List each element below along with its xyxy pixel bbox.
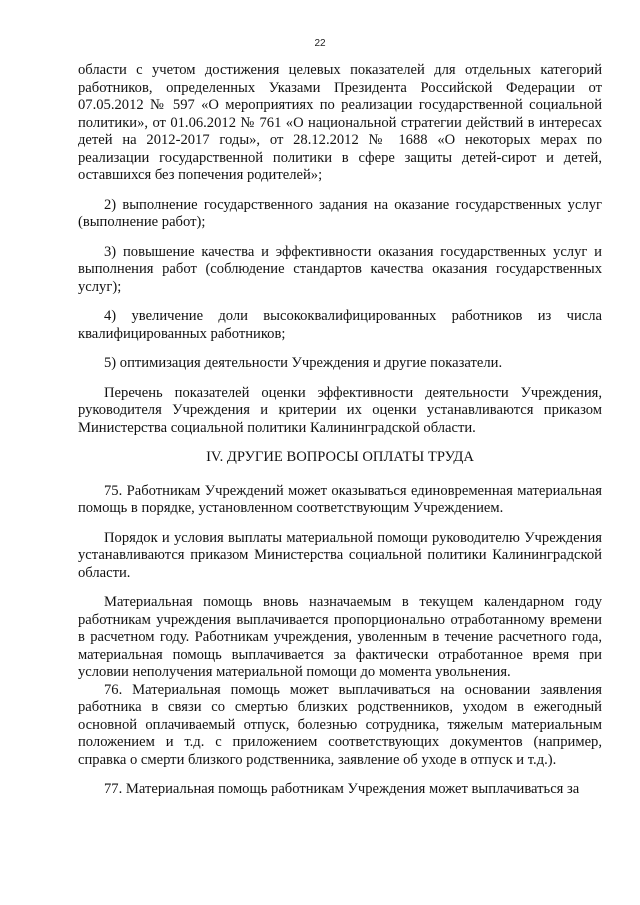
paragraph-item-4: 4) увеличение доли высококвалифицированных работников из числа квалифицированных работников; [78, 308, 602, 342]
document-body [78, 62, 602, 811]
paragraph-item-5: 5) оптимизация деятельности Учреждения и другие показатели. [104, 355, 503, 371]
paragraph-director-aid: Порядок и условия выплаты материальной помощи руководителю Учреждения устанавливаются приказом Министерства социальной политики Калининградской области. [78, 529, 602, 581]
page-number: 22 [314, 38, 326, 49]
section-heading: IV. ДРУГИЕ ВОПРОСЫ ОПЛАТЫ ТРУДА [206, 449, 474, 465]
paragraph-continuation: области с учетом достижения целевых показателей для отдельных категорий работников, определенных Указами Президента Российской Федерации от 07.05.2012 № 597 «О мероприятиях по реализации государственной социальной политики», от 01.06.2012 № 761 «О национальной стратегии действий в интересах детей на 2012-2017 годы», от 28.12.2012 № 1688 «О некоторых мерах по реализации государственной политики в сфере защиты детей-сирот и детей, оставшихся без попечения родителей»; [78, 62, 602, 183]
paragraph-clause-75: 75. Работникам Учреждений может оказываться единовременная материальная помощь в порядке, установленном соответствующим Учреждением. [78, 482, 602, 516]
paragraph-clause-77: 77. Материальная помощь работникам Учреждения может выплачиваться за [104, 781, 580, 797]
paragraph-indicators-list: Перечень показателей оценки эффективности деятельности Учреждения, руководителя Учреждения и критерии их оценки устанавливаются приказом Министерства социальной политики Калининградской области. [78, 384, 602, 436]
paragraph-clause-76: 76. Материальная помощь может выплачиваться на основании заявления работника в связи со смертью близких родственников, уходом в ежегодный основной оплачиваемый отпуск, болезнью сотрудника, тяжелым материальным положением и т.д. с приложением соответствующих документов (например, справка о смерти близкого родственника, заявление об уходе в отпуск и т.д.). [78, 681, 602, 768]
paragraph-item-2: 2) выполнение государственного задания на оказание государственных услуг (выполнение работ); [78, 196, 602, 230]
paragraph-item-3: 3) повышение качества и эффективности оказания государственных услуг и выполнения работ (соблюдение стандартов качества оказания государственных услуг); [78, 243, 602, 295]
paragraph-new-employees-aid: Материальная помощь вновь назначаемым в текущем календарном году работникам учреждения выплачивается пропорционально отработанному времени в расчетном году. Работникам учреждения, уволенным в течение расчетного года, материальная помощь выплачивается за фактически отработанное время при условии неполучения материальной помощи до момента увольнения. [78, 594, 602, 680]
